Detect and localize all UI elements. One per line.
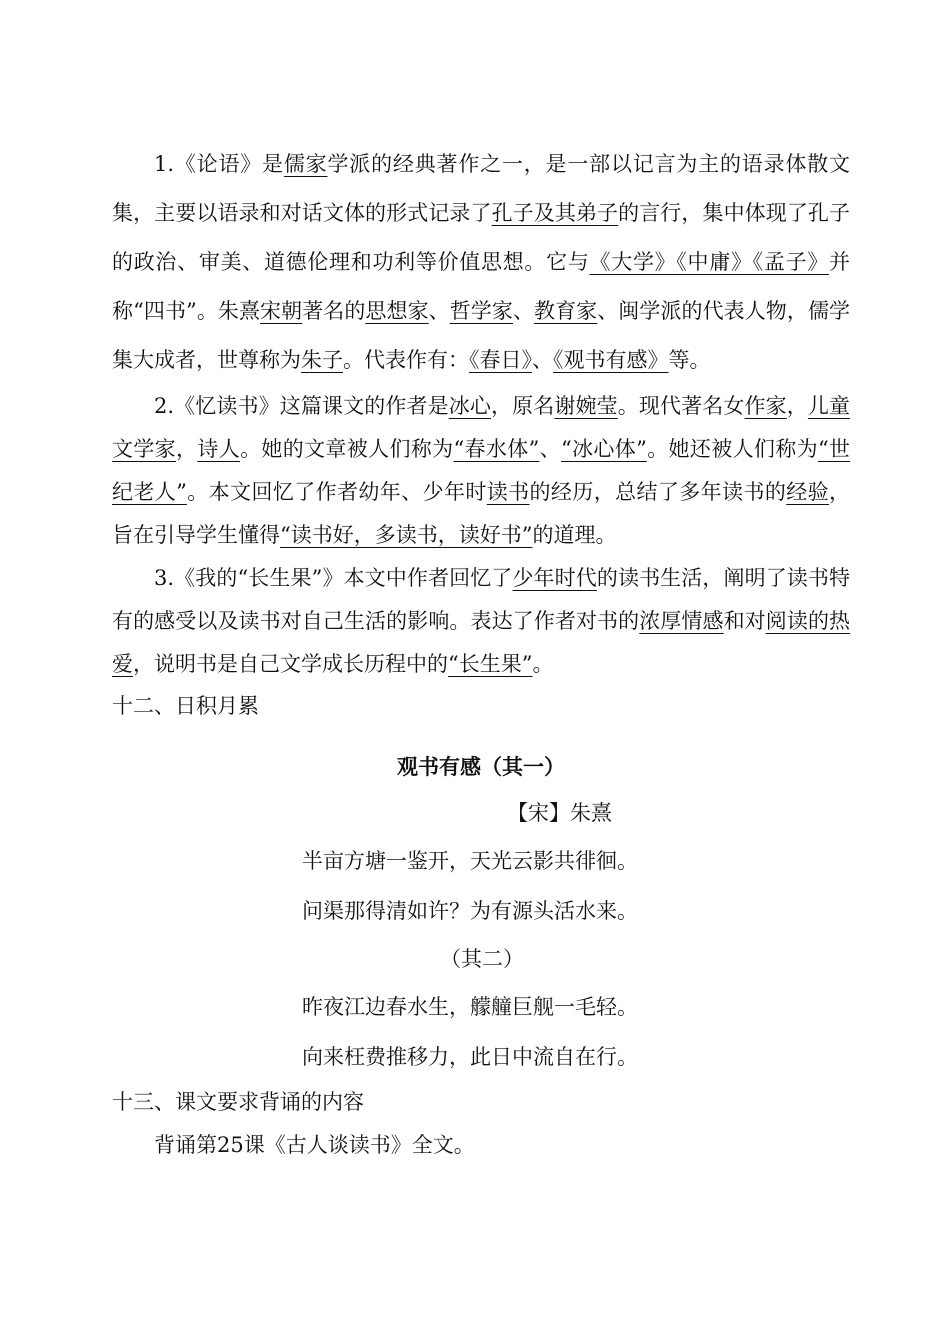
text-run: 2.《忆读书》这篇课文的作者是: [154, 394, 449, 418]
text-run: 1.《论语》是: [154, 152, 284, 176]
text-run: ，旨在引导学生懂得: [112, 480, 851, 547]
paragraph-yidushu: [112, 385, 850, 557]
poem-title: 观书有感（其一）: [397, 754, 565, 779]
poem-line: 向来枉费推移力，此日中流自在行。: [302, 1045, 638, 1069]
underlined-answer: 浓厚情感: [639, 609, 724, 633]
poem-line: 半亩方塘一鉴开，天光云影共徘徊。: [302, 849, 638, 873]
text-run: 的经历，总结了多年读书的: [529, 480, 787, 504]
text-run: 等。: [668, 348, 711, 372]
underlined-answer: 诗人: [197, 437, 241, 461]
text-run: ，: [786, 394, 808, 418]
text-run: ，: [176, 437, 198, 461]
text-run: 。现代著名女: [617, 394, 745, 418]
text-run: 、闽学派的代表人物，儒学集大成者，世尊称为: [112, 299, 851, 372]
underlined-answer: “冰心体”: [561, 437, 647, 461]
text-run: 和对: [723, 609, 766, 633]
poem-author: 【宋】朱熹: [507, 801, 612, 825]
text-run: ，原名: [491, 394, 555, 418]
underlined-answer: 宋朝: [260, 299, 303, 323]
underlined-answer: 作家: [744, 394, 787, 418]
poem-line: 昨夜江边春水生，艨艟巨舰一毛轻。: [302, 995, 638, 1019]
underlined-answer: 《观书有感》: [553, 348, 669, 372]
paragraph-changshengguo: [112, 557, 850, 686]
text-run: 。代表作有：: [343, 348, 469, 372]
underlined-answer: “读书好，多读书，读好书”: [280, 523, 533, 547]
paragraph-lunyu: [112, 140, 850, 385]
text-run: 。她的文章被人们称为: [240, 437, 454, 461]
text-run: 、: [428, 299, 450, 323]
underlined-answer: 《春日》: [469, 348, 532, 372]
underlined-answer: 思想家: [365, 299, 429, 323]
underlined-answer: “世纪老人”: [112, 437, 851, 504]
underlined-answer: 谢婉莹: [554, 394, 618, 418]
text-run: 。本文回忆了作者幼年、少年时: [186, 480, 487, 504]
underlined-answer: 冰心: [448, 394, 492, 418]
underlined-answer: 儒家: [283, 152, 328, 176]
underlined-answer: 教育家: [534, 299, 598, 323]
section-13-heading: 十三、课文要求背诵的内容: [112, 1090, 364, 1114]
text-run: 并称“四书”。朱熹: [112, 250, 851, 323]
poem-subtitle: （其二）: [440, 947, 524, 971]
underlined-answer: 哲学家: [449, 299, 513, 323]
underlined-answer: 儿童文学家: [112, 394, 851, 461]
text-run: ，说明书是自己文学成长历程中的: [133, 652, 448, 676]
text-run: 的道理。: [532, 523, 617, 547]
text-run: 的读书生活，阐明了读书特有的感受以及读书对自己生活的影响。表达了作者对书的: [112, 566, 851, 633]
underlined-answer: 少年时代: [512, 566, 597, 590]
underlined-answer: 经验: [786, 480, 830, 504]
underlined-answer: “长生果”: [448, 652, 533, 676]
underlined-answer: 《大学》《中庸》《孟子》: [589, 250, 830, 274]
text-run: 。她还被人们称为: [646, 437, 818, 461]
text-run: 、: [532, 348, 553, 372]
text-run: 的言行，集中体现了孔子的政治、审美、道德伦理和功利等价值思想。它与: [112, 201, 851, 274]
recite-requirement: 背诵第25课《古人谈读书》全文。: [154, 1133, 475, 1157]
poem-line: 问渠那得清如许？为有源头活水来。: [302, 899, 638, 923]
text-run: 著名的: [302, 299, 366, 323]
underlined-answer: 读书: [486, 480, 530, 504]
underlined-answer: 阅读的热爱: [112, 609, 851, 676]
document-page: [112, 140, 850, 1168]
underlined-answer: 朱子: [301, 348, 343, 372]
text-run: 、: [539, 437, 562, 461]
text-run: 。: [532, 652, 554, 676]
text-run: 学派的经典著作之一，是一部以记言为主的语录体散文集，主要以语录和对话文体的形式记录了: [112, 152, 851, 225]
text-run: 、: [512, 299, 535, 323]
text-run: 3.《我的“长生果”》本文中作者回忆了: [154, 566, 513, 590]
underlined-answer: “春水体”: [453, 437, 540, 461]
underlined-answer: 孔子及其弟子: [491, 201, 619, 225]
section-12-heading: 十二、日积月累: [112, 694, 259, 718]
